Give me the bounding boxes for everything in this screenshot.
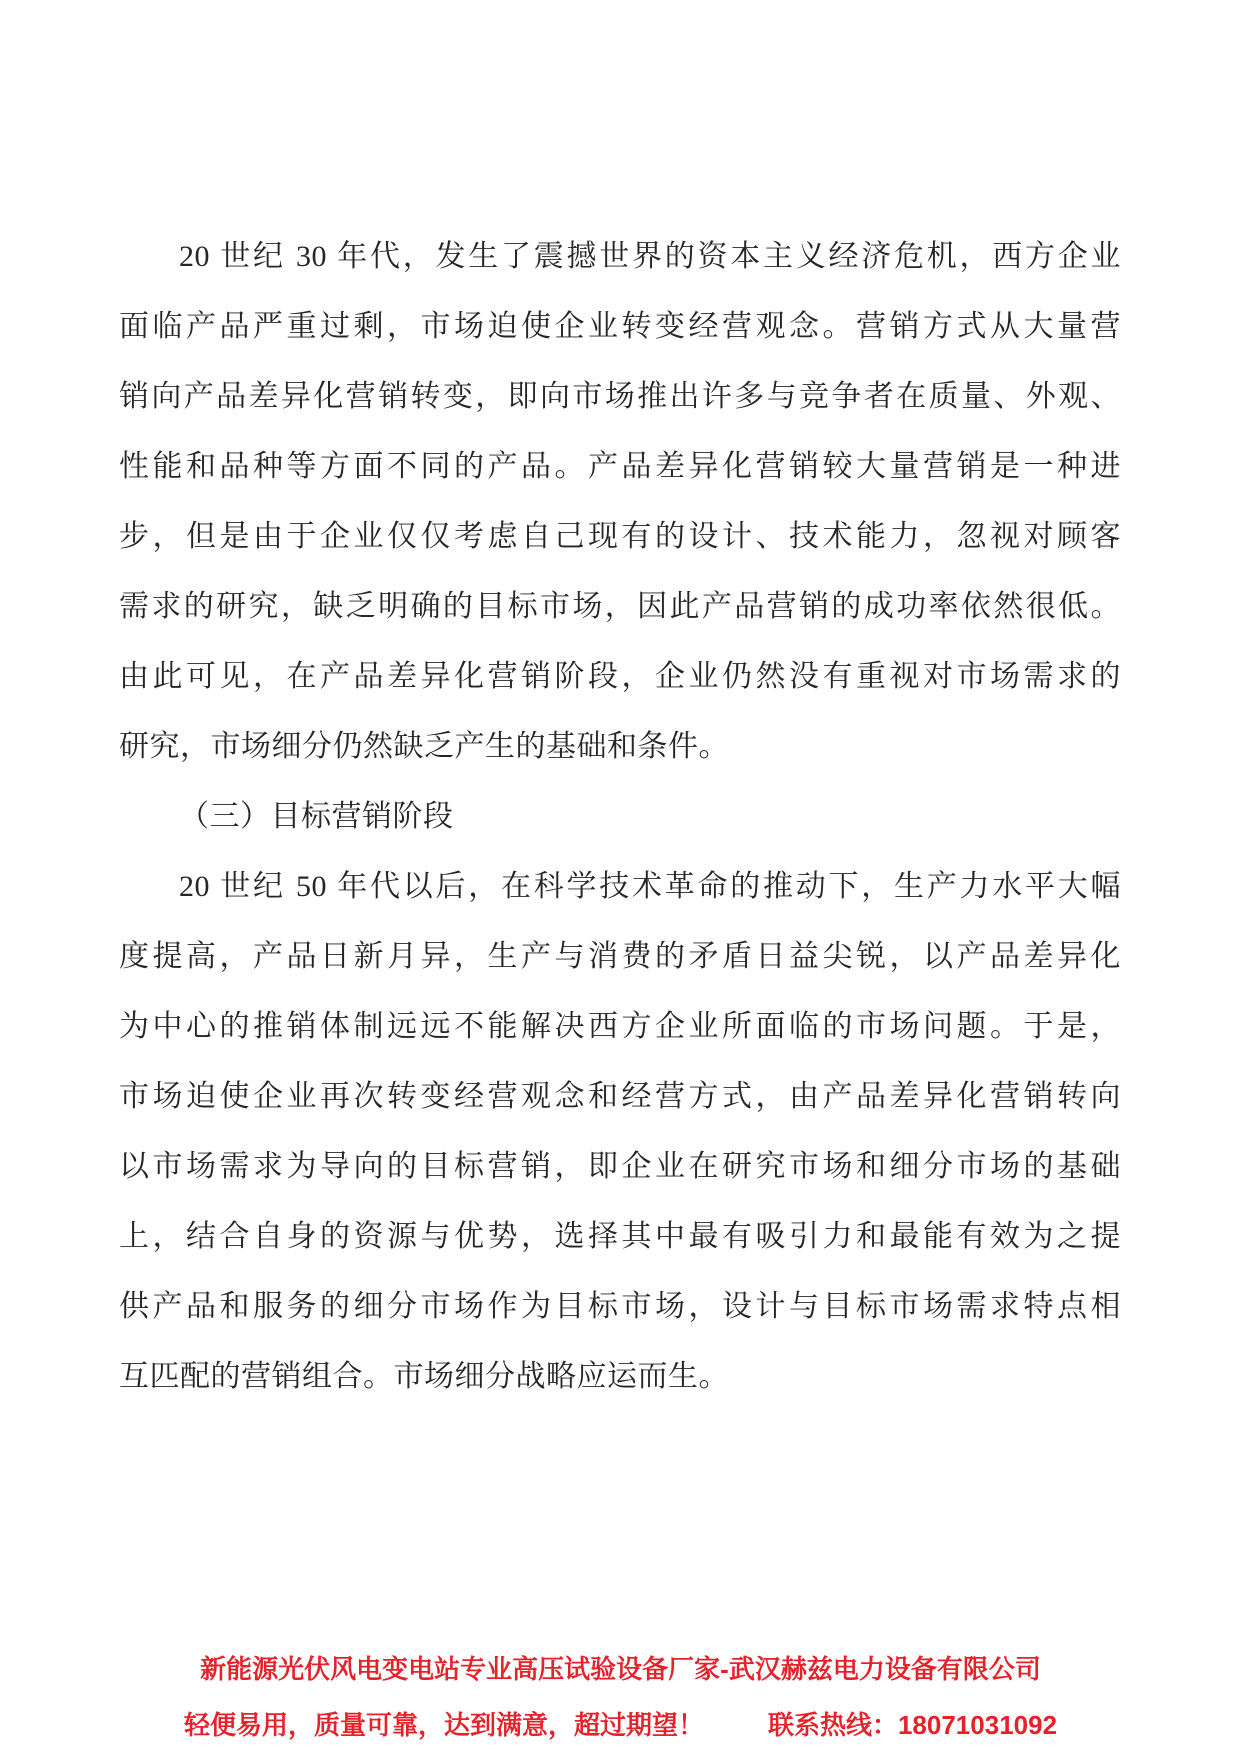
body-text-line: 互匹配的营销组合。市场细分战略应运而生。 <box>119 1360 729 1393</box>
body-text-line: 面临产品严重过剩，市场迫使企业转变经营观念。营销方式从大量营 <box>119 310 1121 343</box>
footer-slogan-line <box>0 1697 1241 1753</box>
body-text-line: 研究，市场细分仍然缺乏产生的基础和条件。 <box>119 730 729 763</box>
body-text-line: 为中心的推销体制远远不能解决西方企业所面临的市场问题。于是， <box>119 1010 1121 1043</box>
body-text-line: 市场迫使企业再次转变经营观念和经营方式，由产品差异化营销转向 <box>119 1080 1121 1113</box>
footer-company-line: 新能源光伏风电变电站专业高压试验设备厂家-武汉赫兹电力设备有限公司 <box>200 1654 1041 1684</box>
body-text-line: 由此可见，在产品差异化营销阶段，企业仍然没有重视对市场需求的 <box>119 660 1121 693</box>
body-text-line: 以市场需求为导向的目标营销，即企业在研究市场和细分市场的基础 <box>119 1150 1121 1183</box>
body-text-line: 性能和品种等方面不同的产品。产品差异化营销较大量营销是一种进 <box>119 450 1121 483</box>
body-text-line: 供产品和服务的细分市场作为目标市场，设计与目标市场需求特点相 <box>119 1290 1121 1323</box>
footer-hotline: 联系热线：18071031092 <box>767 1710 1058 1740</box>
body-text-line: 步，但是由于企业仅仅考虑自己现有的设计、技术能力，忽视对顾客 <box>119 520 1121 553</box>
section-heading: （三）目标营销阶段 <box>179 800 454 833</box>
body-text-line: 20 世纪 30 年代，发生了震撼世界的资本主义经济危机，西方企业 <box>179 240 1121 273</box>
advert-footer <box>0 1641 1241 1753</box>
footer-slogan: 轻便易用，质量可靠，达到满意，超过期望！ <box>183 1710 704 1740</box>
body-text-line: 需求的研究，缺乏明确的目标市场，因此产品营销的成功率依然很低。 <box>119 590 1121 623</box>
body-text-line: 度提高，产品日新月异，生产与消费的矛盾日益尖锐，以产品差异化 <box>119 940 1121 973</box>
body-text-line: 20 世纪 50 年代以后，在科学技术革命的推动下，生产力水平大幅 <box>179 870 1121 903</box>
body-text-line: 上，结合自身的资源与优势，选择其中最有吸引力和最能有效为之提 <box>119 1220 1121 1253</box>
body-text-line: 销向产品差异化营销转变，即向市场推出许多与竞争者在质量、外观、 <box>119 380 1121 413</box>
document-body <box>119 222 1121 1412</box>
